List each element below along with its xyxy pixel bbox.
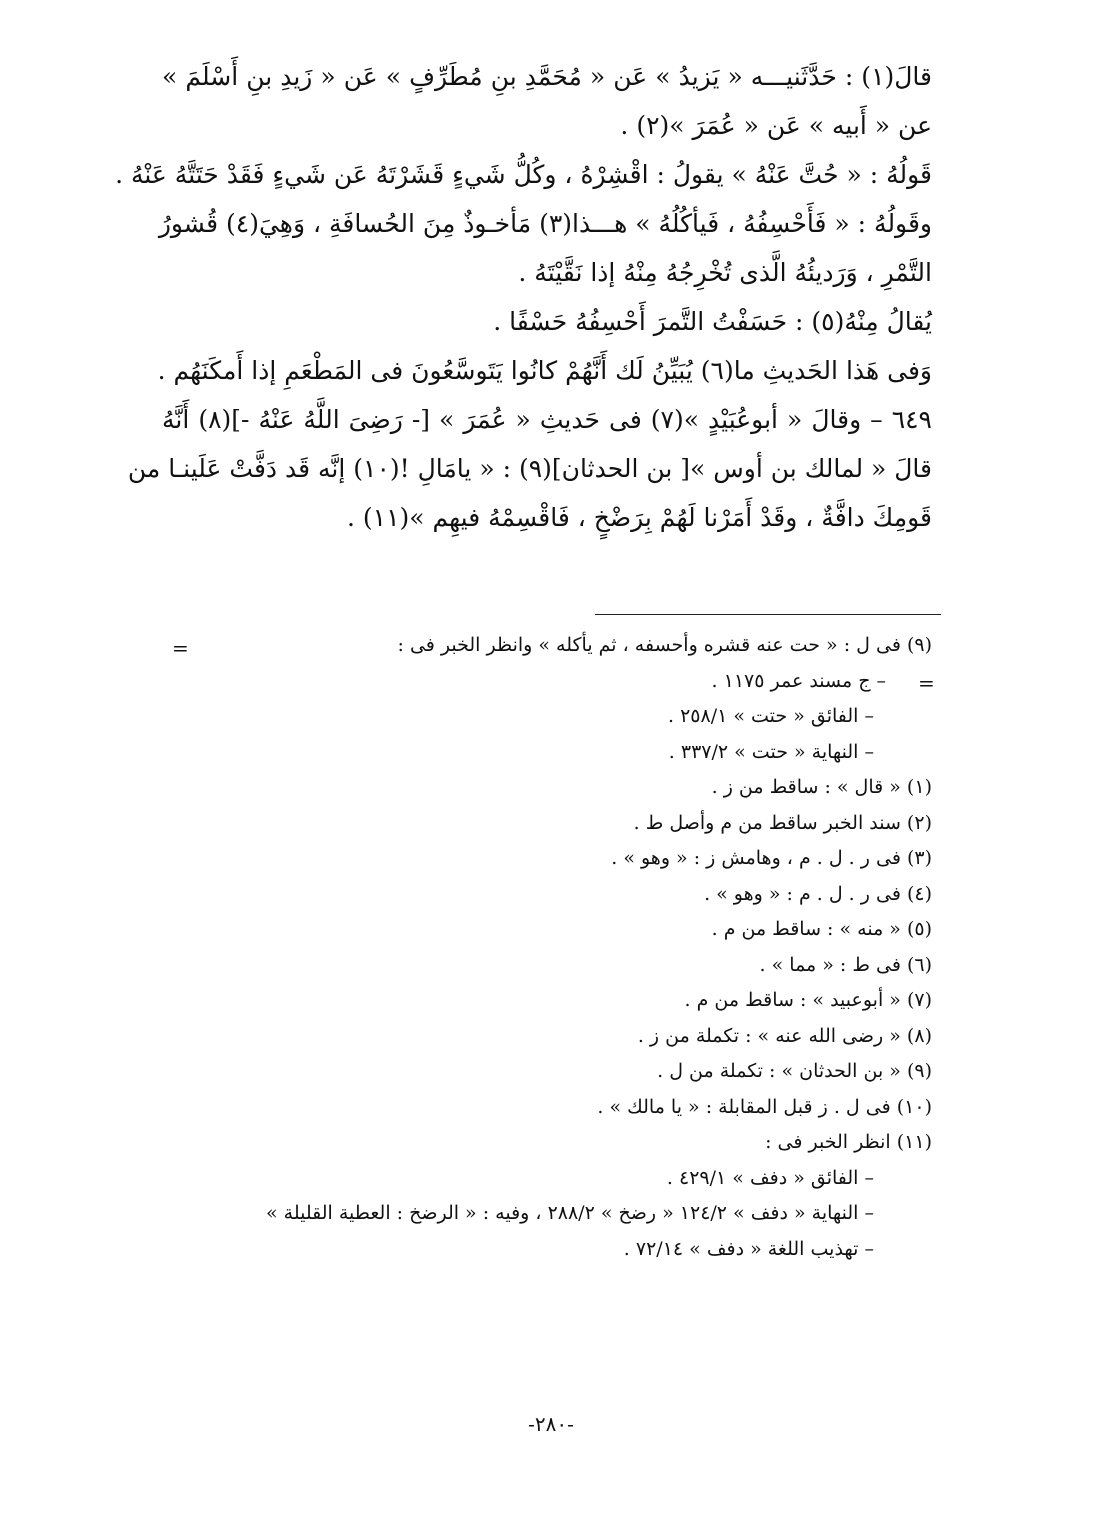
page-number: -٢٨٠- (528, 1412, 574, 1436)
text-line: ٦٤٩ – وقالَ « أبوعُبَيْدٍ »(٧) فى حَديثِ « عُمَرَ » [- رَضِىَ اللَّهُ عَنْهُ -](٨) أَنَّهُ (162, 405, 932, 434)
footnote: (٧) « أبوعبيد » : ساقط من م . (684, 989, 932, 1011)
footnote: – ج مسند عمر ١١٧٥ . (711, 669, 886, 692)
text-line: قالَ « لمالك بن أوس »[ بن الحدثان](٩) : « يامَالِ !(١٠) إنَّه قَد دَفَّتْ عَلَينـا من (127, 454, 932, 483)
footnote: – الفائق « دفف » ٤٢٩/١ . (666, 1166, 874, 1189)
footnote: (٥) « منه » : ساقط من م . (711, 918, 932, 940)
footnote: – النهاية « دفف » ١٢٤/٢ « رضخ » ٢٨٨/٢ ، وفيه : « الرضخ : العطية القليلة » (265, 1202, 874, 1224)
text-line: وقَولُهُ : « فَأَحْسِفُهُ ، فَيأكُلُهُ » هـــذا(٣) مَأخـوذٌ مِنَ الحُسافَةِ ، وَهِيَ(٤) قُشورُ (158, 209, 932, 238)
footnote: (٨) « رضى الله عنه » : تكملة من ز . (637, 1024, 932, 1047)
footnote: (١) « قال » : ساقط من ز . (711, 776, 932, 798)
text-line: قالَ(١) : حَدَّثَنيـــه « يَزيدُ » عَن « مُحَمَّدِ بنِ مُطَرِّفٍ » عَن « زَيدِ بنِ أَسْلَمَ » (162, 62, 932, 91)
text-line: قَومِكَ دافَّةٌ ، وقَدْ أَمَرْنا لَهُمْ بِرَضْخٍ ، فَاقْسِمْهُ فيهِم »(١١) . (346, 503, 932, 532)
continuation-mark: = (172, 636, 189, 660)
footnote: (٩) فى ل : « حت عنه قشره وأحسفه ، ثم يأكله » وانظر الخبر فى : (397, 634, 932, 656)
footnote: (٤) فى ر . ل . م : « وهو » . (704, 882, 932, 905)
text-line: وَفى هَذا الحَديثِ ما(٦) يُبَيِّنُ لَك أَنَّهُمْ كانُوا يَتَوسَّعُونَ فى المَطْعَمِ إذا أَمكَنَهُم . (157, 356, 932, 385)
footnote: – الفائق « حتت » ٢٥٨/١ . (667, 705, 874, 727)
footnote: (١١) انظر الخبر فى : (765, 1131, 932, 1153)
text-line: يُقالُ مِنْهُ(٥) : حَسَفْتُ التَّمرَ أَحْسِفُهُ حَسْفًا . (493, 307, 932, 336)
main-text (115, 52, 932, 542)
footnote: (١٠) فى ل . ز قبل المقابلة : « يا مالك » . (597, 1095, 932, 1118)
footnote: (٦) فى ط : « مما » . (759, 953, 932, 976)
footnote: (٣) فى ر . ل . م ، وهامش ز : « وهو » . (611, 847, 932, 869)
footnote: (٢) سند الخبر ساقط من م وأصل ط . (633, 811, 932, 834)
footnote-divider (595, 614, 941, 615)
footnote: (٩) « بن الحدثان » : تكملة من ل . (657, 1060, 932, 1082)
footnotes (162, 628, 932, 1267)
text-line: قَولُهُ : « حُتَّ عَنْهُ » يقولُ : اقْشِرْهُ ، وكُلُّ شَيءٍ قَشَرْتَهُ عَن شَيءٍ فَقَدْ حَتَتَّهُ عَنْهُ . (115, 160, 932, 189)
continuation-mark: = (918, 671, 935, 695)
text-line: عن « أَبيه » عَن « عُمَرَ »(٢) . (620, 111, 932, 140)
text-line: التَّمْرِ ، وَرَديئُهُ الَّذى تُخْرِجُهُ مِنْهُ إذا نَقَّيْتَهُ . (518, 258, 932, 287)
footnote: – النهاية « حتت » ٣٣٧/٢ . (668, 740, 874, 763)
footnote: – تهذيب اللغة « دفف » ٧٢/١٤ . (623, 1237, 874, 1260)
